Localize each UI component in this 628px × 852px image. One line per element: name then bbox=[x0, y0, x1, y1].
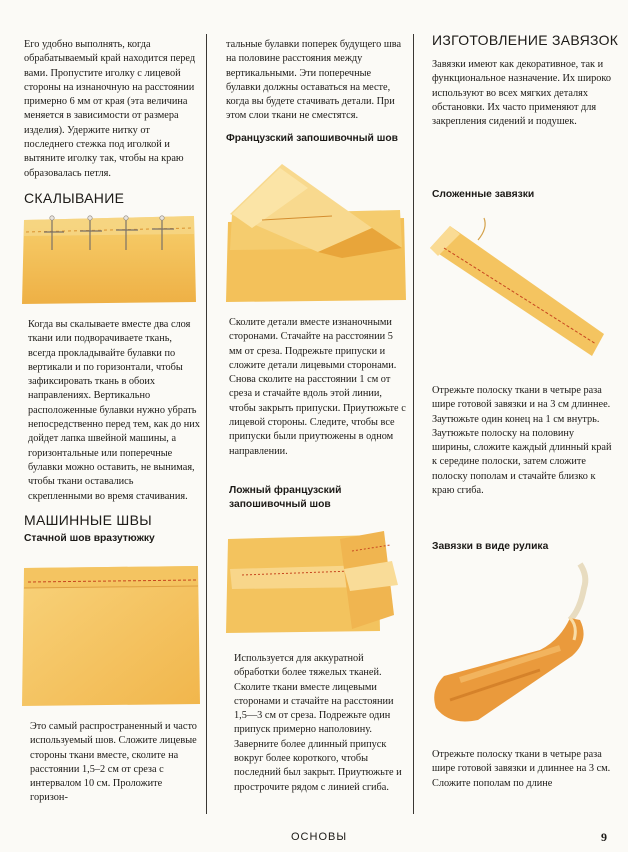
folded-ties-text: Отрежьте полоску ткани в четыре раза шире готовой завязки и на 3 см длиннее. Заутюжьте один конец на 1 см внутрь. Заутюжьте полоску на половину ширины, сложите каждый длинный край к середине полоски, затем сложите полоску пополам и стачайте близко к краю сгиба. bbox=[432, 385, 612, 497]
rouleau-ties-text: Отрежьте полоску ткани в четыре раза шире готовой завязки и длиннее на 3 см. Сложите пополам по длине bbox=[432, 749, 611, 789]
pinning-text: Когда вы скалываете вместе два слоя ткани или подворачиваете ткань, всегда прокладывайте булавки по вертикали и по горизонтали, чтобы зафиксировать ткань в обоих направлениях. Вертикально расположенные булавки нужно убрать непосредственно перед тем, как до них дойдет лапка швейной машины, а горизонтальные или поперечные булавки можно оставить, не вынимая, чтобы ткани оставались скрепленными во время стачивания. bbox=[28, 319, 200, 502]
french-seam-text: Сколите детали вместе изнаночными сторонами. Стачайте на расстоянии 5 мм от среза. Подрежьте припуски и сложите детали лицевыми сторонами. Снова сколите на расстоянии 1 см от среза и стачайте вдоль этой линии, чтобы закрыть припуски. Приутюжьте с лицевой стороны. Следите, чтобы все припуски были приутюжены в одном направлении. bbox=[229, 317, 406, 457]
mock-french-seam-illustration bbox=[222, 525, 408, 640]
rouleau-ties-title: Завязки в виде рулика bbox=[432, 541, 549, 552]
ties-intro-text: Завязки имеют как декоративное, так и функциональное назначение. Их широко используют во всех мягких деталях обстановки. Их часто применяют для закрепления сидений и подушек. bbox=[432, 59, 612, 128]
mock-french-seam-title: Ложный французский запошивочный шов bbox=[229, 485, 342, 510]
folded-tie-illustration bbox=[424, 216, 614, 364]
rouleau-tie-illustration bbox=[420, 560, 616, 736]
folded-ties-title: Сложенные завязки bbox=[432, 189, 535, 200]
col1-intro-text: Его удобно выполнять, когда обрабатываемый край находится перед вами. Пропустите иголку с лицевой стороны на изнаночную на расстоянии примерно 6 мм от края (эта величина меняется в зависимости от размера изделия). Удержите нитку от последнего стежка под иголкой и вытяните иголку так, чтобы на краю образовалась петля. bbox=[24, 39, 196, 179]
page-number: 9 bbox=[601, 830, 607, 844]
pinning-illustration bbox=[18, 210, 200, 310]
column-divider-left bbox=[206, 34, 207, 814]
french-seam-title: Французский запошивочный шов bbox=[226, 133, 398, 144]
french-seam-illustration bbox=[222, 158, 408, 306]
plain-seam-title: Стачной шов вразутюжку bbox=[24, 533, 155, 544]
column-divider-right bbox=[413, 34, 414, 814]
plain-seam-illustration bbox=[18, 558, 204, 708]
footer-section-title: ОСНОВЫ bbox=[291, 831, 348, 843]
col2-intro-text: тальные булавки поперек будущего шва на половине расстояния между вертикальными. Эти поперечные булавки должны оставаться на месте, когда вы будете стачивать детали. При этом слои ткани не сместятся. bbox=[226, 39, 402, 122]
ties-heading: ИЗГОТОВЛЕНИЕ ЗАВЯЗОК bbox=[432, 32, 619, 48]
plain-seam-text: Это самый распространенный и часто используемый шов. Сложите лицевые стороны ткани вместе, сколите на расстоянии 1,5–2 см от среза с интервалом 10 см. Проложите горизон- bbox=[30, 721, 197, 804]
machine-seams-heading: МАШИННЫЕ ШВЫ bbox=[24, 512, 152, 528]
mock-french-seam-text: Используется для аккуратной обработки более тяжелых тканей. Сколите ткани вместе лицевыми сторонами и стачайте на расстоянии 1,5—3 см от среза. Подрежьте один припуск примерно наполовину. Заверните более длинный припуск вокруг более короткого, чтобы последний был закрыт. Приутюжьте и прострочите рядом с линией сгиба. bbox=[234, 653, 402, 793]
pinning-heading: СКАЛЫВАНИЕ bbox=[24, 190, 125, 206]
